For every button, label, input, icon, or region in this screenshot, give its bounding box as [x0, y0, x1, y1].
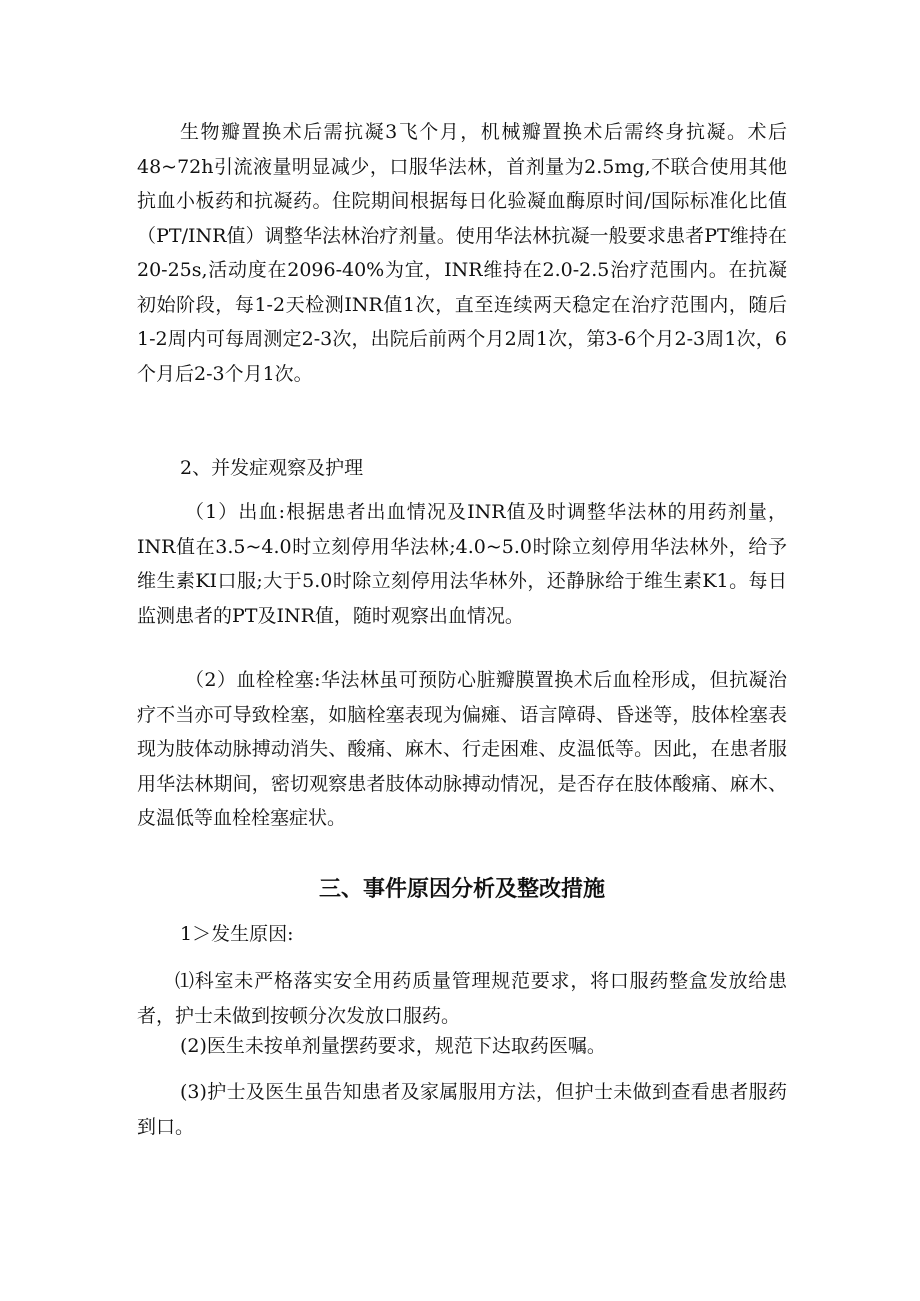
bleeding-paragraph: （1）出血:根据患者出血情况及INR值及时调整华法林的用药剂量，INR值在3.5~4.0时立刻停用华法林;4.0~5.0时除立刻停用华法林外，给予维生素KI口服;大于5.0时除立刻停用法华林外，还静脉给于维生素K1。每日监测患者的PT及INR值，随时观察出血情况。	[137, 501, 787, 627]
cause-item-2: (2)医生未按单剂量摆药要求，规范下达取药医嘱。	[180, 1035, 606, 1057]
complication-section-title: 2、并发症观察及护理	[180, 457, 364, 479]
section-heading-cause-analysis: 三、事件原因分析及整改措施	[318, 877, 605, 902]
cause-item-1: ⑴科室未严格落实安全用药质量管理规范要求，将口服药整盒发放给患者，护士未做到按顿分次发放口服药。	[137, 970, 787, 1027]
cause-item-3: (3)护士及医生虽告知患者及家属服用方法，但护士未做到查看患者服药到口。	[137, 1081, 787, 1138]
thrombosis-paragraph: （2）血栓栓塞:华法林虽可预防心脏瓣膜置换术后血栓形成，但抗凝治疗不当亦可导致栓塞，如脑栓塞表现为偏瘫、语言障碍、昏迷等，肢体栓塞表现为肢体动脉搏动消失、酸痛、麻木、行走困难、皮温低等。因此，在患者服用华法林期间，密切观察患者肢体动脉搏动情况，是否存在肢体酸痛、麻木、皮温低等血栓栓塞症状。	[137, 669, 787, 829]
anticoagulation-paragraph: 生物瓣置换术后需抗凝3飞个月，机械瓣置换术后需终身抗凝。术后48~72h引流液量明显减少，口服华法林，首剂量为2.5mg,不联合使用其他抗血小板药和抗凝药。住院期间根据每日化验凝血酶原时间/国际标准化比值（PT/INR值）调整华法林治疗剂量。使用华法林抗凝一般要求患者PT维持在20-25s,活动度在2096-40%为宜，INR维持在2.0-2.5治疗范围内。在抗凝初始阶段，每1-2天检测INR值1次，直至连续两天稳定在治疗范围内，随后1-2周内可每周测定2-3次，出院后前两个月2周1次，第3-6个月2-3周1次，6个月后2-3个月1次。	[137, 121, 787, 385]
cause-subtitle: 1＞发生原因:	[180, 923, 294, 945]
